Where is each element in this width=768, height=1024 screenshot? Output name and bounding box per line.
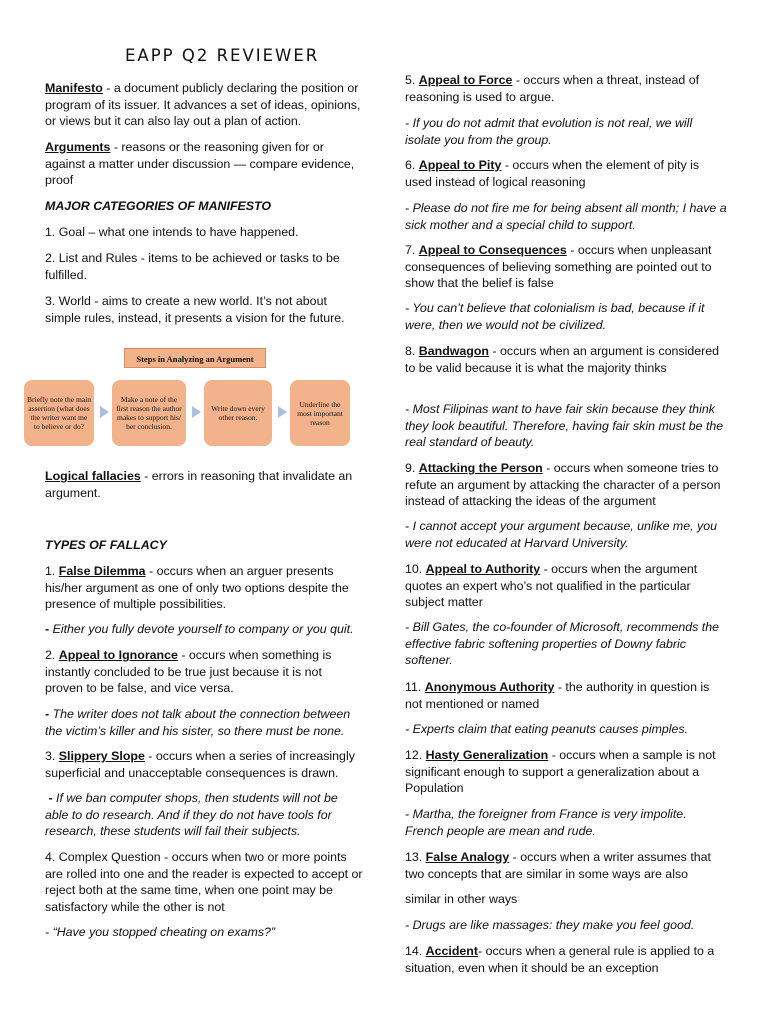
fallacy-appeal-to-authority: 10. Appeal to Authority - occurs when the argument quotes an expert who’s not qualified in the particular subject matter — [405, 562, 698, 610]
category-list-rules: 2. List and Rules - items to be achieved or tasks to be fulfilled. — [45, 251, 340, 282]
example-appeal-to-consequences: - You can’t believe that colonialism is bad, because if it were, then we would not be civilized. — [405, 301, 705, 332]
fallacies-definition: Logical fallacies - errors in reasoning that invalidate an argument. — [45, 469, 353, 500]
arrow-icon — [100, 406, 109, 418]
manifesto-definition: Manifesto - a document publicly declaring the position or program of its issuer. It advances a set of ideas, opinions, or views but it can also lay out a plan of action. — [45, 81, 361, 129]
fallacy-appeal-to-force: 5. Appeal to Force - occurs when a threat, instead of reasoning is used to argue. — [405, 73, 700, 104]
category-goal: 1. Goal – what one intends to have happened. — [45, 225, 299, 239]
fallacy-false-analogy: 13. False Analogy - occurs when a writer assumes that two concepts that are similar in some ways are also — [405, 850, 711, 881]
arguments-definition: Arguments - reasons or the reasoning given for or against a matter under discussion — compare evidence, proof — [45, 140, 355, 188]
fallacy-hasty-generalization: 12. Hasty Generalization - occurs when a sample is not significant enough to support a generalization about a Population — [405, 748, 716, 796]
fallacy-accident: 14. Accident- occurs when a general rule is applied to a situation, even when it should be an exception — [405, 944, 715, 975]
example-slippery-slope: - If we ban computer shops, then students will not be able to do research. And if they do not have tools for research, these students will fail their subjects. — [45, 791, 338, 839]
diagram-step-1: Briefly note the main assertion (what does the writer want me to believe or do? — [24, 380, 94, 446]
arrow-icon — [278, 406, 287, 418]
fallacy-bandwagon: 8. Bandwagon - occurs when an argument is considered to be valid because it is what the majority thinks — [405, 344, 720, 375]
diagram-step-4: Underline the most important reason — [290, 380, 350, 446]
category-world: 3. World - aims to create a new world. It’s not about simple rules, instead, it presents a vision for the future. — [45, 294, 345, 325]
example-attacking-the-person: - I cannot accept your argument because, unlike me, you were not educated at Harvard University. — [405, 519, 718, 550]
types-heading: TYPES OF FALLACY — [45, 538, 167, 552]
fallacy-anonymous-authority: 11. Anonymous Authority - the authority in question is not mentioned or named — [405, 680, 710, 711]
fallacy-false-dilemma: 1. False Dilemma - occurs when an arguer presents his/her argument as one of only two options despite the presence of multiple possibilities. — [45, 564, 349, 612]
diagram-step-2: Make a note of the first reason the author makes to support his/ her conclusion. — [112, 380, 186, 446]
example-false-dilemma: - Either you fully devote yourself to company or you quit. — [45, 622, 354, 636]
page-title: EAPP Q2 REVIEWER — [125, 46, 320, 65]
example-hasty-generalization: - Martha, the foreigner from France is very impolite. French people are mean and rude. — [405, 807, 687, 838]
fallacy-attacking-the-person: 9. Attacking the Person - occurs when someone tries to refute an argument by attacking the character of a person instead of attacking the ideas of the argument — [405, 461, 721, 509]
arrow-icon — [192, 406, 201, 418]
fallacy-appeal-to-ignorance: 2. Appeal to Ignorance - occurs when something is instantly concluded to be true just because it is not proven to be false, and vice versa. — [45, 648, 332, 696]
diagram-step-3: Write down every other reason. — [204, 380, 272, 446]
fallacy-appeal-to-consequences: 7. Appeal to Consequences - occurs when unpleasant consequences of believing something are pointed out to show that the belief is false — [405, 243, 712, 291]
fallacy-appeal-to-pity: 6. Appeal to Pity - occurs when the element of pity is used instead of logical reasoning — [405, 158, 700, 189]
example-appeal-to-pity: - Please do not fire me for being absent all month; I have a sick mother and a special child to support. — [405, 201, 727, 232]
diagram-title: Steps in Analyzing an Argument — [124, 348, 266, 368]
fallacy-complex-question: 4. Complex Question - occurs when two or more points are rolled into one and the reader is expected to accept or reject both at the same time, when one point may be satisfactory while the other is not — [45, 850, 363, 914]
fallacy-slippery-slope: 3. Slippery Slope - occurs when a series of increasingly superficial and unacceptable consequences is drawn. — [45, 749, 355, 780]
example-appeal-to-force: - If you do not admit that evolution is not real, we will isolate you from the group. — [405, 116, 693, 147]
steps-diagram — [24, 348, 350, 440]
example-anonymous-authority: - Experts claim that eating peanuts causes pimples. — [405, 722, 689, 736]
example-complex-question: - “Have you stopped cheating on exams?” — [45, 925, 276, 939]
categories-heading: MAJOR CATEGORIES OF MANIFESTO — [45, 199, 272, 213]
example-appeal-to-authority: - Bill Gates, the co-founder of Microsoft, recommends the effective fabric softening properties of Downy fabric softener. — [405, 620, 720, 668]
example-appeal-to-ignorance: - The writer does not talk about the connection between the victim’s killer and his sister, so there must be none. — [45, 707, 351, 738]
example-bandwagon: - Most Filipinas want to have fair skin because they think they look beautiful. Therefore, having fair skin must be the real standard of beauty. — [405, 402, 724, 450]
example-false-analogy: - Drugs are like massages: they make you feel good. — [405, 918, 695, 932]
false-analogy-continued: similar in other ways — [405, 892, 518, 906]
